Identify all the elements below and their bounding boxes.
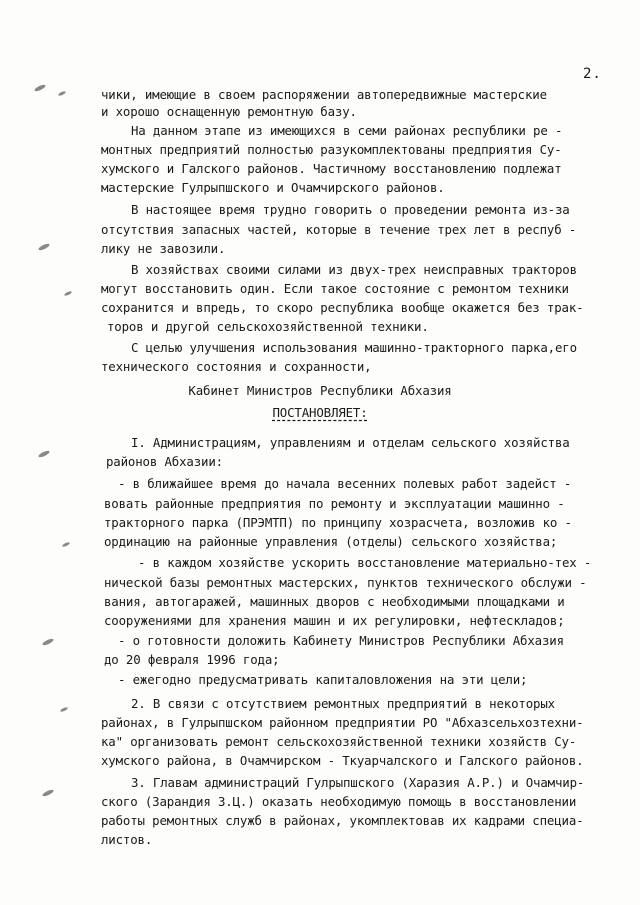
ink-blot-mark (42, 638, 55, 647)
text-line: работы ремонтных служб в районах, укомплектовав их кадрами специа- (101, 813, 584, 828)
text-line: районах, в Гулрыпшском районном предприятии РО "Абхазсельхозтехни- (101, 715, 584, 730)
text-line: районов Абхазии: (106, 454, 223, 469)
list-item-line: - в ближайшее время до начала весенних полевых работ задейст - (118, 476, 572, 491)
text-line: нической базы ремонтных мастерских, пунктов технического обслужи - (104, 575, 587, 590)
ink-blot-mark (38, 243, 51, 252)
text-line: торов и другой сельскохозяйственной техники. (107, 319, 429, 334)
text-line: отсутствия запасных частей, которые в течение трех лет в респуб - (101, 222, 577, 237)
text-line: технического состояния и сохранности, (101, 359, 372, 374)
list-item-line: - о готовности доложить Кабинету Министров Республики Абхазия (118, 633, 564, 648)
clause-3-line: 3. Главам администраций Гулрыпшского (Харазия А.Р.) и Очамчир- (131, 775, 585, 790)
ink-blot-mark (62, 541, 71, 547)
paragraph-first-line: На данном этапе из имеющихся в семи районах республики ре - (131, 123, 563, 138)
text-line: лику не завозили. (101, 241, 226, 256)
text-line: сохранится и впредь, то скоро республика вообще окажется без трак- (101, 300, 584, 315)
text-line: ка" организовать ремонт сельскохозяйственной техники хозяйств Су- (101, 734, 577, 749)
text-line: до 20 февраля 1996 года; (104, 652, 280, 667)
list-item-line: - ежегодно предусматривать капиталовложения на эти цели; (118, 672, 528, 687)
ink-blot-mark (34, 84, 47, 93)
text-line: хумского района, в Очамчирском - Ткуарчалского и Галского районов. (101, 753, 584, 768)
issuing-authority: Кабинет Министров Республики Абхазия (188, 383, 452, 398)
text-line: листов. (101, 832, 153, 847)
text-line: тракторного парка (ПРЭМТП) по принципу хозрасчета, возложив ко - (104, 515, 572, 530)
text-line: и хорошо оснащенную ремонтную базу. (101, 104, 357, 119)
text-line: ординацию на районные управления (отделы) сельского хозяйства; (104, 534, 558, 549)
resolution-heading: ПОСТАНОВЛЯЕТ: (272, 405, 368, 420)
text-line: вовать районные предприятия по ремонту и эксплуатации машинно - (104, 496, 565, 511)
text-line: сооружениями для хранения машин и их регулировки, нефтескладов; (104, 613, 565, 628)
ink-blot-mark (42, 789, 55, 798)
ink-blot-mark (58, 90, 67, 96)
clause-1-line: I. Администрациям, управлениям и отделам сельского хозяйства (131, 435, 570, 450)
clause-2-line: 2. В связи с отсутствием ремонтных предприятий в некоторых (131, 696, 555, 711)
ink-blot-mark (64, 290, 73, 296)
paragraph-first-line: В настоящее время трудно говорить о проведении ремонта из-за (131, 202, 570, 217)
text-line: хумского и Галского районов. Частичному восстановлению подлежат (101, 161, 562, 176)
paragraph-first-line: С целью улучшения использования машинно-тракторного парка,его (131, 340, 577, 355)
text-line: монтных предприятий полностью разукомплектованы предприятия Су- (101, 142, 562, 157)
text-line: вания, автогаражей, машинных дворов с необходимыми площадками и (104, 594, 565, 609)
ink-blot-mark (38, 450, 51, 459)
text-line: мастерские Гулрыпшского и Очамчирского районов. (101, 180, 445, 195)
text-line: ского (Зарандия З.Ц.) оказать необходимую помощь в восстановлении (101, 794, 577, 809)
page-number: 2. (583, 66, 602, 82)
text-line: могут восстановить один. Если такое состояние с ремонтом техники (101, 281, 569, 296)
text-line: чики, имеющие в своем распоряжении автопередвижные мастерские (101, 87, 547, 102)
ink-blot-mark (60, 706, 69, 712)
paragraph-first-line: В хозяйствах своими силами из двух-трех неисправных тракторов (131, 262, 577, 277)
list-item-line: - в каждом хозяйстве ускорить восстановление материально-тех - (138, 555, 592, 570)
